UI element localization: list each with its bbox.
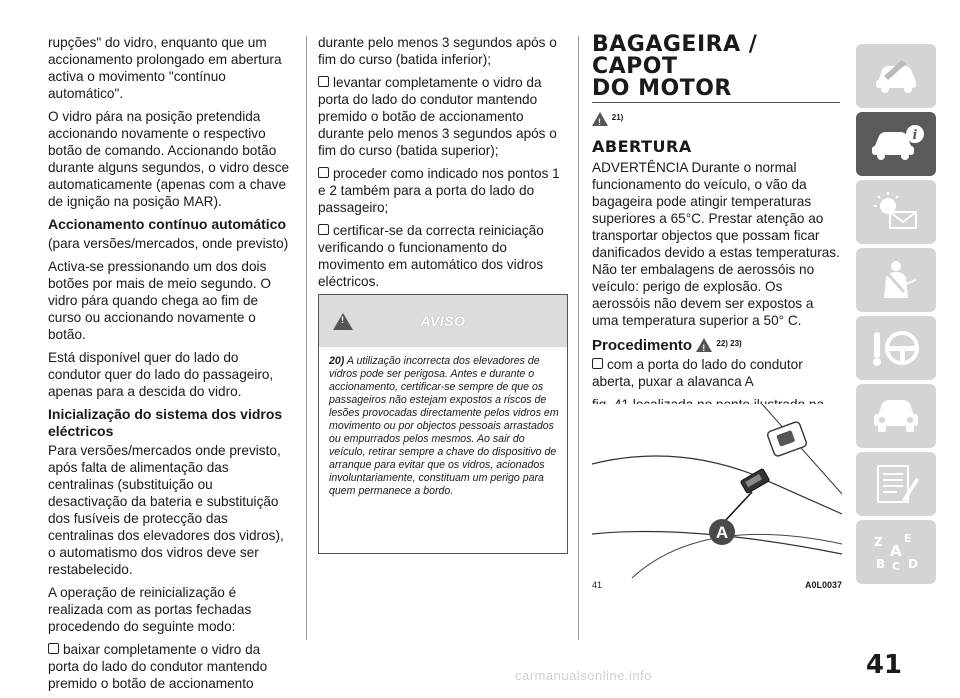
bullet-item: levantar completamente o vidro da porta do lado do condutor mantendo premido o botão de accionamento durante pelo menos 3 segundos após o fim do curso (batida superior); xyxy=(318,75,557,158)
notice-header xyxy=(319,295,567,347)
page-number: 41 xyxy=(865,650,902,680)
car-info-icon xyxy=(872,124,924,164)
warning-triangle-icon xyxy=(696,338,712,352)
callout-label-a: A xyxy=(715,523,729,542)
chapter-tab-driving[interactable] xyxy=(856,316,936,380)
bullet-icon xyxy=(592,358,603,369)
notice-body xyxy=(319,347,567,498)
title-rule xyxy=(592,102,840,103)
section-title: BAGAGEIRA / CAPOT DO MOTOR xyxy=(592,32,758,101)
bullet-icon xyxy=(318,167,329,178)
notice-text: A utilização incorrecta dos elevadores de vidros pode ser perigosa. Antes e durante o accionamento, certificar-se sempre de que os passageiros não estejam expostos a riscos de lesões provocadas directamente pelos vidros em movimento ou por objectos pessoais arrastados ou empurrados pelos mesmos. Ao sair do veículo, retirar sempre a chave do dispositivo de arranque para evitar que os vidros, acionados involuntariamente, constituam um perigo para quem permanece a bordo. xyxy=(329,355,559,497)
steering-icon xyxy=(872,328,920,368)
checklist-icon xyxy=(872,464,920,504)
column-1 xyxy=(48,34,294,698)
chapter-tab-warning-lights[interactable] xyxy=(856,180,936,244)
reference-note: ! $^{21)}$ xyxy=(592,109,840,128)
paragraph: A operação de reinicialização é realizada com as portas fechadas procedendo do seguinte modo: xyxy=(48,585,252,634)
paragraph: O vidro pára na posição pretendida accionando novamente o respectivo botão de comando. Accionando botão durante alguns segundos, o vidro desce automaticamente (apenas com a chave de ignição na posição MAR). xyxy=(48,109,290,209)
warning-triangle-icon xyxy=(592,112,608,126)
subheading-continuous: Accionamento contínuo automático xyxy=(48,216,287,232)
paragraph: rupções" do vidro, enquanto que um accionamento prolongado em abertura activa o movimento "contínuo automático". xyxy=(48,35,282,101)
figure-code: A0L0037 xyxy=(804,580,842,590)
svg-text:i: i xyxy=(912,128,918,143)
svg-text:C: C xyxy=(892,560,901,572)
bullet-icon xyxy=(48,643,59,654)
svg-text:Z: Z xyxy=(874,535,883,549)
svg-text:A: A xyxy=(890,542,902,560)
notice-title: AVISO xyxy=(420,313,466,329)
index-icon xyxy=(872,532,920,572)
trunk-release-lever-illustration xyxy=(592,404,842,578)
warning-lights-icon xyxy=(872,192,920,232)
chapter-tab-safety[interactable] xyxy=(856,248,936,312)
paragraph: durante pelo menos 3 segundos após o fim do curso (batida inferior); xyxy=(318,35,557,67)
subheading-abertura: ABERTURA xyxy=(592,137,692,156)
paragraph: ADVERTÊNCIA Durante o normal funcionamento do veículo, o vão da bagageira pode atingir temperaturas superiores a 65°C. Prestar atenção ao transportar objectos que possam ficar danificados devido a estas temperaturas. Não ter embalagens de aerossóis no veículo: perigo de explosão. Os aerossóis não devem ser expostos a uma temperatura superior a 50° C. xyxy=(592,160,840,328)
watermark: carmanualsonline.info xyxy=(515,668,652,683)
chapter-tab-car-info[interactable] xyxy=(856,112,936,176)
paragraph: Para versões/mercados onde previsto, após falta de alimentação das centralinas (substituição ou desactivação da bateria e substituição dos fusíveis de protecção das centralinas dos elevadores dos vidros), o automatismo dos vidros deve ser restabelecido. xyxy=(48,443,284,577)
seatbelt-icon xyxy=(872,260,920,300)
svg-text:E: E xyxy=(904,532,912,545)
car-icon xyxy=(872,56,920,96)
column-divider xyxy=(578,36,579,640)
chapter-sidebar xyxy=(856,44,936,588)
bullet-item: certificar-se da correcta reiniciação verificando o funcionamento do movimento em automático dos vidros eléctricos. xyxy=(318,223,544,289)
svg-text:D: D xyxy=(908,557,918,571)
chapter-tab-emergency[interactable] xyxy=(856,384,936,448)
notice-number: 20) xyxy=(329,355,345,367)
subheading-initialization: Inicialização do sistema dos vidros eléctricos xyxy=(48,406,283,439)
chapter-tab-index[interactable] xyxy=(856,520,936,584)
svg-text:B: B xyxy=(876,557,886,571)
paragraph: Activa-se pressionando um dos dois botões por mais de meio segundo. O vidro pára quando chega ao fim de curso ou accionando novamente o botão. xyxy=(48,259,271,342)
bullet-icon xyxy=(318,224,329,235)
bullet-item: baixar completamente o vidro da porta do lado do condutor mantendo premido o botão de accionamento xyxy=(48,642,268,691)
subheading-procedure: Procedimento ! $^{22) 23)}$ xyxy=(592,335,840,354)
chapter-tab-car[interactable] xyxy=(856,44,936,108)
paragraph: (para versões/mercados, onde previsto) xyxy=(48,236,289,251)
bullet-item: proceder como indicado nos pontos 1 e 2 também para a porta do lado do passageiro; xyxy=(318,166,560,215)
column-2 xyxy=(318,34,566,296)
column-divider xyxy=(306,36,307,640)
warning-notice-box xyxy=(318,294,568,554)
bullet-icon xyxy=(318,76,329,87)
figure-number: 41 xyxy=(592,580,603,590)
paragraph: Está disponível quer do lado do condutor quer do lado do passageiro, apenas para a descida do vidro. xyxy=(48,350,274,399)
chapter-tab-maintenance[interactable] xyxy=(856,452,936,516)
column-3 xyxy=(592,34,840,436)
bullet-item: com a porta do lado do condutor aberta, puxar a alavanca A xyxy=(592,357,803,389)
car-front-icon xyxy=(872,396,920,436)
